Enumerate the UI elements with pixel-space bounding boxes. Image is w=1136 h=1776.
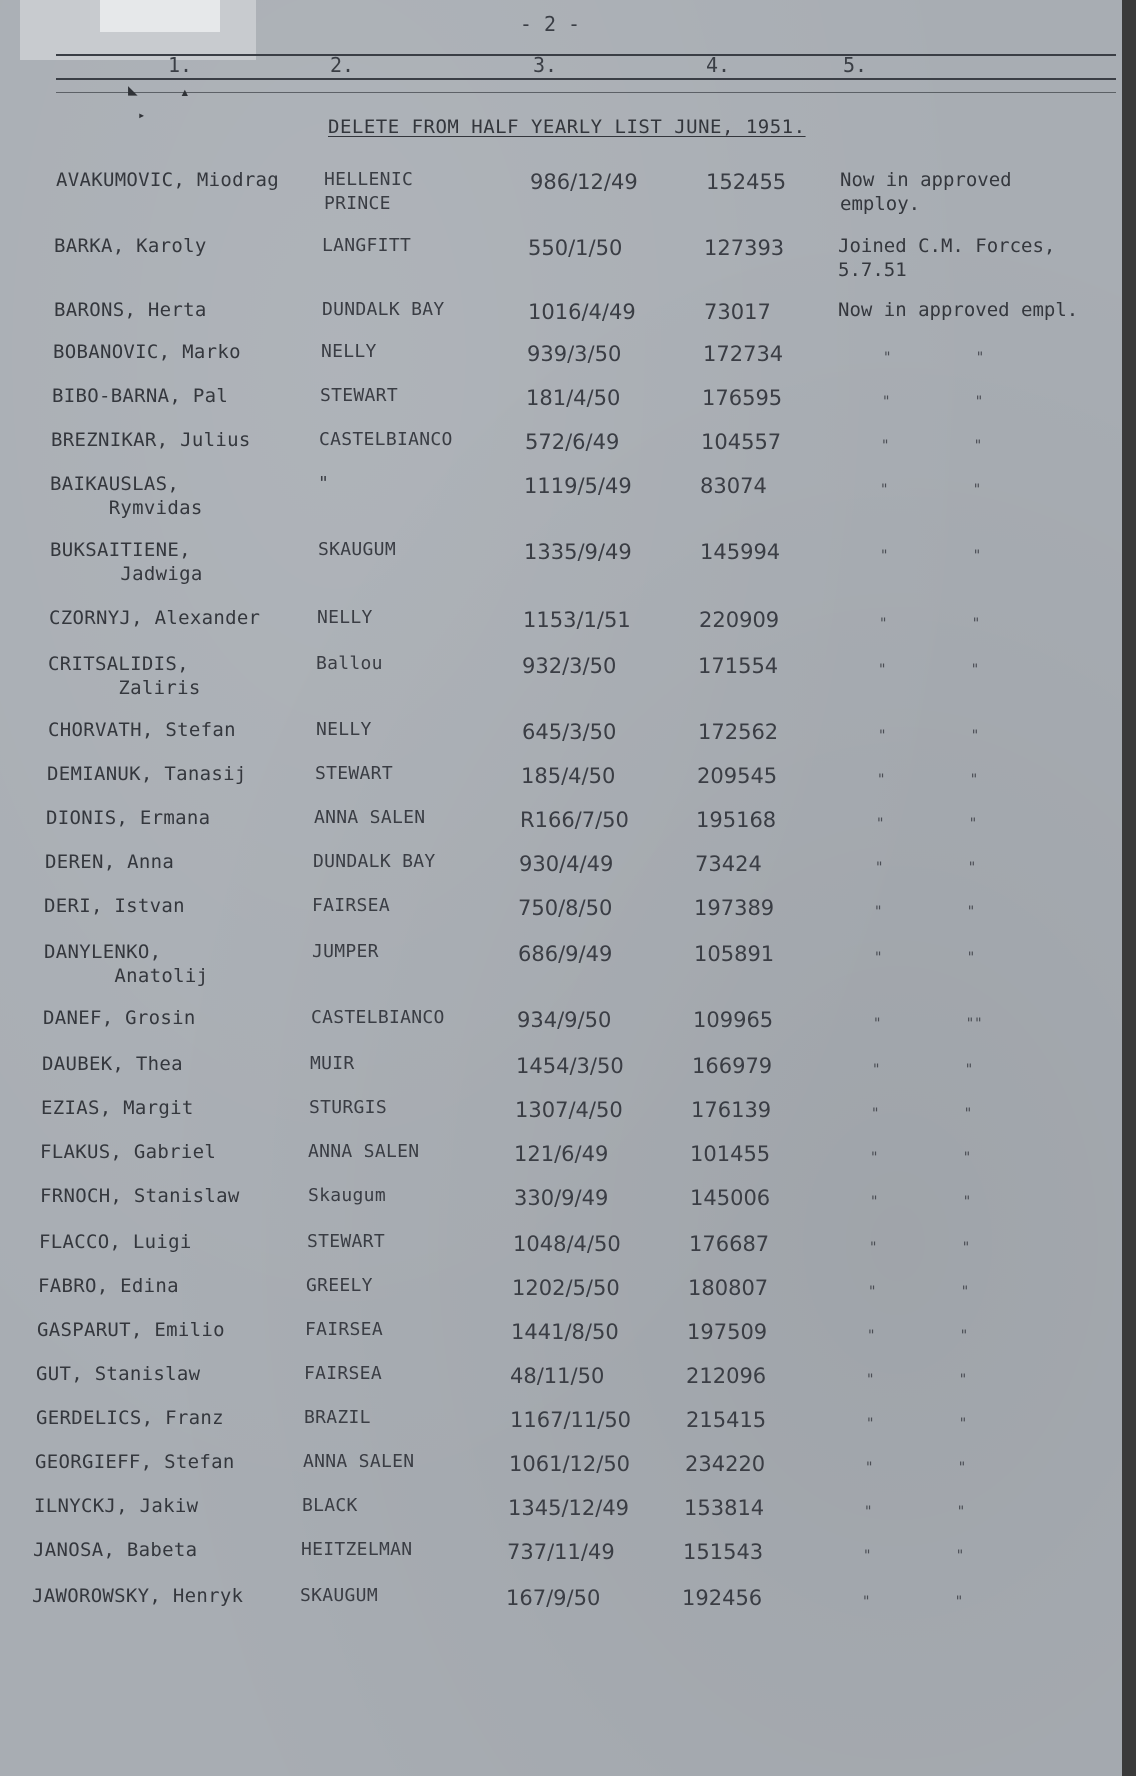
row-name: CZORNYJ, Alexander [49,607,261,629]
row-ref: 1345/12/49 [508,1496,630,1520]
row-ref: 939/3/50 [527,342,622,366]
row-name: DEREN, Anna [45,851,175,873]
row-ship: CASTELBIANCO [311,1007,445,1028]
row-remark: " " [876,816,978,832]
list-row [0,1006,1122,1046]
list-row [0,1184,1122,1224]
row-ship: Skaugum [308,1185,386,1206]
row-name: FLAKUS, Gabriel [40,1141,217,1163]
list-row [0,472,1122,519]
list-row [0,1318,1122,1358]
row-number: 105891 [694,942,775,966]
list-row [0,384,1122,424]
row-ship: STEWART [320,385,398,406]
column-header-4: 4. [706,53,731,77]
row-name: FLACCO, Luigi [39,1231,192,1253]
row-remark: " "" [873,1016,983,1032]
row-name: BREZNIKAR, Julius [51,429,251,451]
row-name: GASPARUT, Emilio [37,1319,225,1341]
row-ref: 932/3/50 [522,654,617,678]
row-name: BARONS, Herta [54,299,207,321]
row-remark: Now in approved empl. [838,299,1079,321]
column-header-1: 1. [168,53,193,77]
list-row [0,850,1122,890]
row-number: 195168 [696,808,777,832]
row-remark: " " [882,394,984,410]
row-ref: 1061/12/50 [509,1452,631,1476]
row-remark: " " [870,1150,972,1166]
row-name: BIBO-BARNA, Pal [52,385,229,407]
row-number: 220909 [699,608,780,632]
row-ref: 1307/4/50 [515,1098,623,1122]
row-ref: 750/8/50 [518,896,613,920]
list-row [0,1494,1122,1534]
row-ref: 167/9/50 [506,1586,601,1610]
row-number: 127393 [704,236,785,260]
list-row [0,606,1122,646]
row-ship: STURGIS [309,1097,387,1118]
row-ref: 48/11/50 [510,1364,605,1388]
row-ref: 1153/1/51 [523,608,631,632]
row-ref: 1016/4/49 [528,300,636,324]
row-remark: " " [864,1504,966,1520]
list-row [0,168,1122,215]
row-number: 145006 [690,1186,771,1210]
row-number: 176595 [702,386,783,410]
row-number: 83074 [700,474,767,498]
row-ship: LANGFITT [322,235,412,256]
row-remark: " " [867,1328,969,1344]
row-number: 145994 [700,540,781,564]
row-ship: STEWART [307,1231,385,1252]
row-ship: BRAZIL [304,1407,371,1428]
row-ship: DUNDALK BAY [313,851,436,872]
row-name: BUKSAITIENE, Jadwiga [50,539,203,585]
row-name: FABRO, Edina [38,1275,179,1297]
row-ref: 572/6/49 [525,430,620,454]
header-rule [56,78,1116,80]
row-ref: R166/7/50 [520,808,629,832]
list-row [0,1096,1122,1136]
row-name: JAWOROWSKY, Henryk [32,1585,244,1607]
row-ship: MUIR [310,1053,355,1074]
row-name: CHORVATH, Stefan [48,719,236,741]
row-number: 171554 [698,654,779,678]
row-ship: HELLENIC PRINCE [324,169,414,214]
row-ship: JUMPER [312,941,379,962]
row-remark: " " [874,904,976,920]
row-ship: FAIRSEA [304,1363,382,1384]
list-row [0,298,1122,338]
row-remark: " " [871,1106,973,1122]
row-remark: " " [878,662,980,678]
row-ship: SKAUGUM [300,1585,378,1606]
row-number: 172734 [703,342,784,366]
row-number: 153814 [684,1496,765,1520]
row-number: 73424 [695,852,762,876]
row-name: GERDELICS, Franz [36,1407,224,1429]
list-row [0,234,1122,281]
row-ref: 1454/3/50 [516,1054,624,1078]
list-row [0,1538,1122,1578]
row-name: FRNOCH, Stanislaw [40,1185,240,1207]
row-number: 197389 [694,896,775,920]
row-name: BOBANOVIC, Marko [53,341,241,363]
row-ref: 1441/8/50 [511,1320,619,1344]
list-row [0,1052,1122,1092]
row-number: 212096 [686,1364,767,1388]
row-remark: " " [883,350,985,366]
row-ship: SKAUGUM [318,539,396,560]
row-remark: Joined C.M. Forces, 5.7.51 [838,235,1056,281]
row-remark: " " [870,1194,972,1210]
row-name: GEORGIEFF, Stefan [35,1451,235,1473]
row-ship: ANNA SALEN [308,1141,420,1162]
row-number: 176139 [691,1098,772,1122]
row-number: 73017 [704,300,771,324]
row-ref: 737/11/49 [507,1540,615,1564]
row-remark: " " [874,950,976,966]
list-row [0,1140,1122,1180]
row-number: 215415 [686,1408,767,1432]
row-name: DEMIANUK, Tanasij [47,763,247,785]
row-ship: CASTELBIANCO [319,429,453,450]
row-remark: " " [878,728,980,744]
row-name: EZIAS, Margit [41,1097,194,1119]
row-number: 180807 [688,1276,769,1300]
row-name: DAUBEK, Thea [42,1053,183,1075]
row-remark: " " [862,1594,964,1610]
list-row [0,538,1122,585]
list-row [0,718,1122,758]
list-row [0,1406,1122,1446]
row-name: BAIKAUSLAS, Rymvidas [50,473,203,519]
row-remark: " " [865,1460,967,1476]
list-row [0,1274,1122,1314]
row-name: JANOSA, Babeta [33,1539,198,1561]
row-ship: Ballou [316,653,383,674]
row-ref: 1202/5/50 [512,1276,620,1300]
row-number: 152455 [706,170,787,194]
row-ref: 934/9/50 [517,1008,612,1032]
row-name: DIONIS, Ermana [46,807,211,829]
pencil-tick-mark: ◣ [128,80,138,99]
row-number: 172562 [698,720,779,744]
list-row [0,340,1122,380]
row-remark: " " [877,772,979,788]
row-ref: 986/12/49 [530,170,638,194]
row-ref: 1119/5/49 [524,474,632,498]
row-ref: 686/9/49 [518,942,613,966]
top-rule [56,54,1116,56]
row-number: 104557 [701,430,782,454]
row-ref: 185/4/50 [521,764,616,788]
pencil-tick-mark: ▸ [138,108,146,122]
row-number: 101455 [690,1142,771,1166]
list-row [0,894,1122,934]
row-ship: DUNDALK BAY [322,299,445,320]
row-name: DANYLENKO, Anatolij [44,941,209,987]
list-row [0,652,1122,699]
list-row [0,1450,1122,1490]
paper-corner-highlight [100,0,220,32]
row-ref: 181/4/50 [526,386,621,410]
list-heading: DELETE FROM HALF YEARLY LIST JUNE, 1951. [328,116,806,138]
row-ship: GREELY [306,1275,373,1296]
row-number: 176687 [689,1232,770,1256]
row-remark: " " [866,1372,968,1388]
row-ref: 1335/9/49 [524,540,632,564]
column-header-3: 3. [533,53,558,77]
row-ship: ANNA SALEN [303,1451,415,1472]
row-name: GUT, Stanislaw [36,1363,201,1385]
row-number: 166979 [692,1054,773,1078]
row-remark: " " [880,548,982,564]
list-row [0,762,1122,802]
pencil-tick-mark: ▴ [180,82,190,101]
row-remark: " " [872,1062,974,1078]
row-ship: NELLY [317,607,373,628]
header-rule-lower [56,92,1116,93]
row-ship: BLACK [302,1495,358,1516]
row-remark: " " [868,1284,970,1300]
column-header-5: 5. [843,53,868,77]
row-number: 197509 [687,1320,768,1344]
list-row [0,428,1122,468]
row-ship: NELLY [321,341,377,362]
row-number: 234220 [685,1452,766,1476]
row-remark: " " [863,1548,965,1564]
row-ship: FAIRSEA [305,1319,383,1340]
column-header-2: 2. [330,53,355,77]
list-row [0,940,1122,987]
row-ref: 645/3/50 [522,720,617,744]
row-remark: " " [881,438,983,454]
row-ship: " [318,473,330,494]
row-ref: 550/1/50 [528,236,623,260]
row-number: 109965 [693,1008,774,1032]
row-ref: 121/6/49 [514,1142,609,1166]
row-name: ILNYCKJ, Jakiw [34,1495,199,1517]
page-number: - 2 - [519,12,581,36]
row-number: 192456 [682,1586,763,1610]
row-name: DERI, Istvan [44,895,185,917]
row-ship: FAIRSEA [312,895,390,916]
row-number: 209545 [697,764,778,788]
list-row [0,806,1122,846]
row-name: DANEF, Grosin [43,1007,196,1029]
row-ref: 330/9/49 [514,1186,609,1210]
row-ship: ANNA SALEN [314,807,426,828]
list-row [0,1230,1122,1270]
row-remark: Now in approved employ. [840,169,1012,215]
row-ship: STEWART [315,763,393,784]
row-ref: 930/4/49 [519,852,614,876]
row-name: AVAKUMOVIC, Miodrag [56,169,280,191]
row-remark: " " [875,860,977,876]
row-remark: " " [879,616,981,632]
row-remark: " " [880,482,982,498]
list-row [0,1362,1122,1402]
row-remark: " " [866,1416,968,1432]
row-name: CRITSALIDIS, Zaliris [48,653,201,699]
row-number: 151543 [683,1540,764,1564]
list-row [0,1584,1122,1624]
row-name: BARKA, Karoly [54,235,207,257]
row-ref: 1048/4/50 [513,1232,621,1256]
row-remark: " " [869,1240,971,1256]
row-ship: HEITZELMAN [301,1539,413,1560]
row-ref: 1167/11/50 [510,1408,632,1432]
scan-edge [1122,0,1136,1776]
row-ship: NELLY [316,719,372,740]
